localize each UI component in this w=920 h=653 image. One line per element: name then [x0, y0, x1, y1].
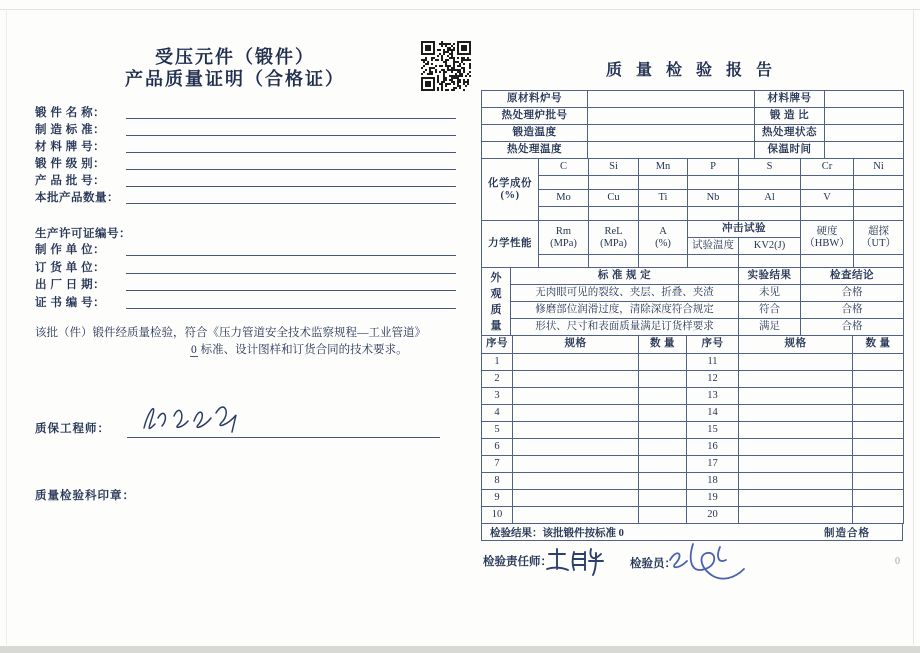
item-spec-cell — [739, 371, 853, 388]
item-qty-cell — [853, 439, 904, 456]
item-index-cell: 20 — [687, 507, 739, 524]
item-qty-cell — [853, 473, 904, 490]
item-qty-cell — [853, 422, 904, 439]
item-qty-cell — [639, 371, 687, 388]
field-underline — [126, 152, 456, 153]
chem-element: Mo — [539, 190, 589, 207]
item-row — [482, 422, 904, 439]
item-spec-cell — [739, 405, 853, 422]
item-row — [482, 473, 904, 490]
items-header: 规格 — [739, 336, 853, 354]
mech-col-a-line1: A — [659, 225, 667, 237]
item-index-cell: 19 — [687, 490, 739, 507]
field-underline — [126, 203, 456, 204]
info-table — [481, 90, 904, 159]
item-row — [482, 405, 904, 422]
appearance-std: 形状、尺寸和表面质量满足订货样要求 — [511, 319, 739, 336]
items-header-row — [482, 336, 904, 354]
chem-element: Al — [739, 190, 801, 207]
chem-value — [639, 207, 688, 221]
appearance-header-conclusion: 检查结论 — [801, 268, 904, 285]
item-qty-cell — [853, 371, 904, 388]
qr-code — [421, 41, 471, 91]
item-index-cell: 4 — [482, 405, 513, 422]
item-index-cell: 17 — [687, 456, 739, 473]
item-spec-cell — [513, 473, 639, 490]
item-index-cell: 5 — [482, 422, 513, 439]
inspection-report-table — [481, 90, 904, 541]
chem-value — [739, 207, 801, 221]
item-row — [482, 456, 904, 473]
inspector-responsible-signature — [546, 545, 604, 581]
field-label: 锻 件 级 别： — [35, 158, 106, 170]
item-index-cell: 18 — [687, 473, 739, 490]
item-qty-cell — [639, 354, 687, 371]
field-label: 锻 件 名 称： — [35, 107, 106, 119]
item-qty-cell — [853, 490, 904, 507]
item-spec-cell — [513, 490, 639, 507]
appearance-conclusion: 合格 — [801, 302, 904, 319]
info-value — [825, 142, 904, 159]
chem-value — [801, 207, 854, 221]
item-qty-cell — [853, 354, 904, 371]
item-qty-cell — [639, 490, 687, 507]
item-index-cell: 3 — [482, 388, 513, 405]
chem-element: Cr — [801, 159, 854, 176]
scan-edge-top — [0, 9, 920, 10]
left-title-line1: 受压元件（锻件） — [155, 47, 315, 67]
chem-value — [801, 176, 854, 190]
items-header: 序号 — [482, 336, 513, 354]
item-row — [482, 439, 904, 456]
chem-header-row-2 — [482, 190, 904, 207]
item-spec-cell — [513, 354, 639, 371]
item-index-cell: 13 — [687, 388, 739, 405]
appearance-table — [481, 267, 904, 336]
mech-section-label: 力学性能 — [482, 221, 539, 268]
license-label: 生产许可证编号： — [35, 228, 131, 240]
item-index-cell: 16 — [687, 439, 739, 456]
chem-value — [589, 207, 639, 221]
mech-value — [639, 255, 688, 268]
appearance-side-label-char: 外 — [490, 271, 502, 284]
mech-impact-sub2: KV2(J) — [739, 238, 801, 255]
mech-value — [801, 255, 854, 268]
qa-engineer-signature-line — [127, 437, 440, 438]
chem-value — [854, 207, 904, 221]
info-label: 热处理状态 — [755, 125, 825, 142]
chemistry-table — [481, 158, 904, 221]
field-label: 材 料 牌 号： — [35, 141, 106, 153]
field-underline — [126, 255, 456, 256]
info-label: 保温时间 — [755, 142, 825, 159]
field-label: 产 品 批 号： — [35, 175, 106, 187]
item-index-cell: 12 — [687, 371, 739, 388]
mechanical-table — [481, 220, 904, 268]
appearance-result: 未见 — [739, 285, 801, 302]
field-underline — [126, 273, 456, 274]
appearance-row — [482, 302, 904, 319]
items-body — [482, 336, 904, 524]
info-row — [482, 142, 904, 159]
item-index-cell: 14 — [687, 405, 739, 422]
info-label: 原材料炉号 — [482, 91, 588, 108]
inspector-signature — [660, 538, 748, 590]
inspector-responsible-label: 检验责任师： — [483, 556, 552, 568]
statement-line1: 该批（件）锻件经质量检验，符合《压力管道安全技术监察规程—工业管道》 — [35, 327, 426, 339]
chem-element: Mn — [639, 159, 688, 176]
items-header: 数 量 — [853, 336, 904, 354]
chem-value — [854, 176, 904, 190]
item-spec-cell — [739, 388, 853, 405]
form-field-row — [0, 155, 460, 172]
info-label: 材料牌号 — [755, 91, 825, 108]
chem-value — [539, 207, 589, 221]
statement-line2-text: 标准、设计图样和订货合同的技术要求。 — [200, 344, 408, 356]
field-label: 出 厂 日 期： — [35, 279, 106, 291]
statement-standard-number: 0 — [191, 344, 197, 356]
mech-col-ut — [854, 221, 904, 255]
inspection-result-verdict: 制造合格 — [824, 527, 870, 539]
report-title: 质 量 检 验 报 告 — [605, 62, 777, 79]
appearance-side-label-char: 观 — [490, 287, 502, 300]
info-value — [588, 108, 755, 125]
mech-col-a — [639, 221, 688, 255]
form-field-row — [0, 138, 460, 155]
item-spec-cell — [739, 473, 853, 490]
info-value — [825, 125, 904, 142]
appearance-header-row — [482, 268, 904, 285]
chem-value — [539, 176, 589, 190]
conformity-statement — [35, 325, 455, 359]
form-field-row — [0, 294, 460, 311]
item-spec-cell — [739, 490, 853, 507]
items-table — [481, 335, 904, 524]
chem-element: Nb — [688, 190, 739, 207]
info-label: 热处理温度 — [482, 142, 588, 159]
form-field-row — [0, 104, 460, 121]
mech-col-ut-line1: 超探 — [868, 225, 889, 237]
item-spec-cell — [513, 456, 639, 473]
scan-edge-right — [913, 9, 914, 645]
item-row — [482, 490, 904, 507]
info-row — [482, 91, 904, 108]
item-qty-cell — [639, 456, 687, 473]
mech-value — [739, 255, 801, 268]
item-spec-cell — [513, 507, 639, 524]
mech-col-ut-line2: （UT） — [861, 237, 896, 249]
qa-engineer-signature — [136, 394, 246, 440]
item-spec-cell — [739, 456, 853, 473]
left-title-line2: 产品质量证明（合格证） — [125, 69, 345, 89]
items-header: 数 量 — [639, 336, 687, 354]
item-spec-cell — [513, 405, 639, 422]
item-index-cell: 8 — [482, 473, 513, 490]
item-index-cell: 7 — [482, 456, 513, 473]
item-qty-cell — [639, 473, 687, 490]
info-row — [482, 125, 904, 142]
mech-value — [589, 255, 639, 268]
info-label: 热处理炉批号 — [482, 108, 588, 125]
chem-label-line2: (%) — [500, 189, 520, 201]
mech-col-rm-line2: (MPa) — [550, 237, 577, 249]
field-underline — [126, 169, 456, 170]
item-row — [482, 388, 904, 405]
license-field — [35, 224, 131, 242]
item-row — [482, 371, 904, 388]
chem-section-label — [482, 159, 539, 221]
appearance-result: 符合 — [739, 302, 801, 319]
mech-value — [854, 255, 904, 268]
appearance-header-result: 实验结果 — [739, 268, 801, 285]
mech-value — [539, 255, 589, 268]
info-label: 锻造温度 — [482, 125, 588, 142]
form-field-row — [0, 259, 460, 276]
item-spec-cell — [513, 388, 639, 405]
appearance-row — [482, 285, 904, 302]
mech-col-rel-line2: (MPa) — [600, 237, 627, 249]
item-index-cell: 9 — [482, 490, 513, 507]
chem-element: Ti — [639, 190, 688, 207]
form-field-row — [0, 172, 460, 189]
item-index-cell: 1 — [482, 354, 513, 371]
mech-col-a-line2: (%) — [655, 237, 671, 249]
item-index-cell: 2 — [482, 371, 513, 388]
left-certificate-title — [30, 46, 440, 90]
item-qty-cell — [639, 388, 687, 405]
appearance-conclusion: 合格 — [801, 319, 904, 336]
inspector-label: 检验员： — [630, 558, 676, 570]
appearance-header-std: 标 准 规 定 — [511, 268, 739, 285]
chem-value — [688, 176, 739, 190]
appearance-side-label-char: 量 — [490, 319, 502, 332]
item-spec-cell — [513, 371, 639, 388]
field-underline — [126, 186, 456, 187]
chem-value — [589, 176, 639, 190]
chem-element: Ni — [854, 159, 904, 176]
field-underline — [126, 118, 456, 119]
item-index-cell: 11 — [687, 354, 739, 371]
info-value — [588, 142, 755, 159]
mech-col-rel-line1: ReL — [604, 225, 623, 237]
info-value — [825, 91, 904, 108]
scan-edge-bottom — [0, 646, 920, 653]
item-row — [482, 354, 904, 371]
chem-element — [854, 190, 904, 207]
field-label: 制 造 标 准： — [35, 124, 106, 136]
info-label: 锻 造 比 — [755, 108, 825, 125]
chem-value-row-1 — [482, 176, 904, 190]
info-value — [588, 125, 755, 142]
item-row — [482, 507, 904, 524]
inspection-result-label: 检验结果：该批锻件按标准 0 — [490, 527, 624, 539]
mech-value-row — [482, 255, 904, 268]
appearance-side-label — [482, 268, 511, 336]
item-qty-cell — [853, 456, 904, 473]
mech-col-rel — [589, 221, 639, 255]
item-index-cell: 10 — [482, 507, 513, 524]
info-row — [482, 108, 904, 125]
appearance-conclusion: 合格 — [801, 285, 904, 302]
item-spec-cell — [513, 422, 639, 439]
qa-seal-label: 质量检验科印章： — [35, 490, 135, 502]
form-field-row — [0, 189, 460, 206]
chem-element: Si — [589, 159, 639, 176]
chem-element: Cu — [589, 190, 639, 207]
appearance-result: 满足 — [739, 319, 801, 336]
field-label: 本批产品数量： — [35, 192, 119, 204]
chem-value — [639, 176, 688, 190]
info-value — [588, 91, 755, 108]
chem-header-row-1 — [482, 159, 904, 176]
field-underline — [126, 308, 456, 309]
field-label: 制 作 单 位： — [35, 244, 106, 256]
item-index-cell: 6 — [482, 439, 513, 456]
appearance-row — [482, 319, 904, 336]
items-header: 序号 — [687, 336, 739, 354]
info-value — [825, 108, 904, 125]
appearance-side-label-char: 质 — [490, 303, 502, 316]
mech-col-rm — [539, 221, 589, 255]
chem-element: S — [739, 159, 801, 176]
chem-element: V — [801, 190, 854, 207]
chem-value-row-2 — [482, 207, 904, 221]
item-spec-cell — [739, 507, 853, 524]
field-underline — [126, 135, 456, 136]
appearance-std: 修磨部位润滑过度，清除深度符合规定 — [511, 302, 739, 319]
mech-col-hardness-line1: 硬度 — [816, 225, 838, 237]
form-field-row — [0, 276, 460, 293]
item-qty-cell — [853, 405, 904, 422]
item-spec-cell — [739, 439, 853, 456]
chem-element: P — [688, 159, 739, 176]
statement-line2 — [190, 342, 455, 359]
chem-value — [688, 207, 739, 221]
chem-value — [739, 176, 801, 190]
form-field-row — [0, 241, 460, 258]
stray-mark: 0 — [895, 556, 900, 567]
item-index-cell: 15 — [687, 422, 739, 439]
form-field-row — [0, 121, 460, 138]
item-qty-cell — [853, 388, 904, 405]
mech-col-rm-line1: Rm — [555, 225, 572, 237]
item-spec-cell — [739, 354, 853, 371]
field-label: 证 书 编 号： — [35, 296, 106, 309]
item-spec-cell — [513, 439, 639, 456]
qa-engineer-label: 质保工程师： — [35, 423, 110, 435]
item-qty-cell — [853, 507, 904, 524]
mech-header-row-1 — [482, 221, 904, 238]
item-qty-cell — [639, 507, 687, 524]
field-underline — [126, 290, 456, 291]
mech-impact-sub1: 试验温度 — [688, 238, 739, 255]
field-label: 订 货 单 位： — [35, 261, 106, 274]
item-qty-cell — [639, 422, 687, 439]
chem-label-line1: 化学成份 — [488, 177, 532, 189]
mech-impact-label: 冲击试验 — [688, 221, 801, 238]
chem-element: C — [539, 159, 589, 176]
mech-col-hardness — [801, 221, 854, 255]
item-spec-cell — [739, 422, 853, 439]
mech-value — [688, 255, 739, 268]
item-qty-cell — [639, 439, 687, 456]
item-qty-cell — [639, 405, 687, 422]
items-header: 规格 — [513, 336, 639, 354]
mech-col-hardness-line2: （HBW） — [804, 237, 850, 249]
appearance-std: 无肉眼可见的裂纹、夹层、折叠、夹渣 — [511, 285, 739, 302]
